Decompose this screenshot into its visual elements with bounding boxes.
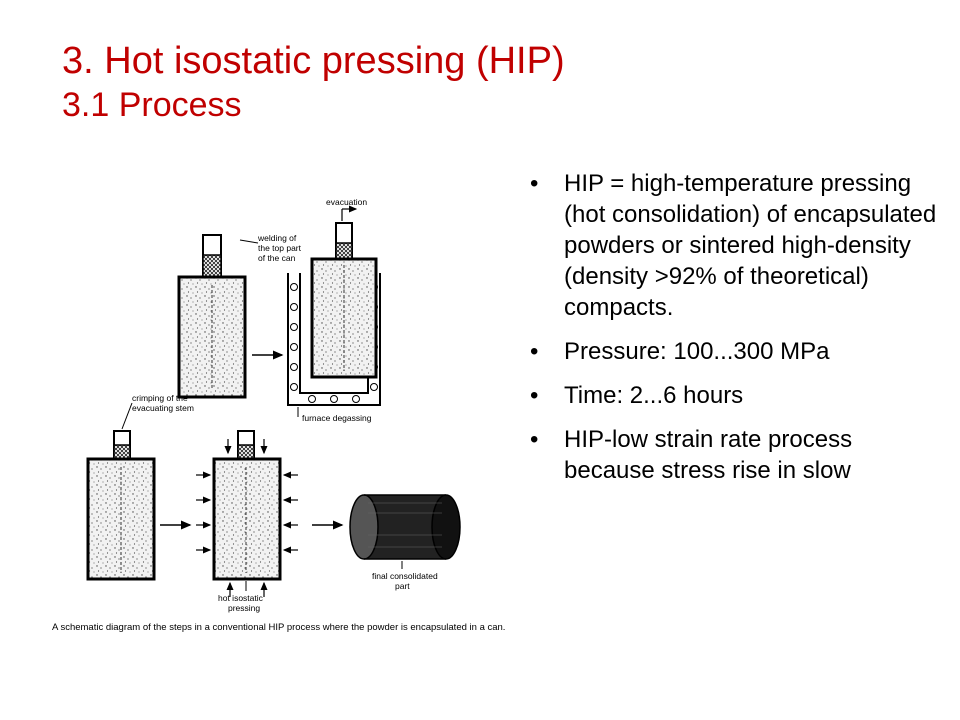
bullet-text: HIP-low strain rate process because stress rise in slow — [564, 426, 853, 484]
slide-title: 3. Hot isostatic pressing (HIP) — [62, 40, 565, 82]
label-evacuation: evacuation — [326, 197, 368, 207]
bullet-dot: • — [530, 382, 539, 409]
label-welding-2: the top part — [258, 243, 302, 253]
slide-subtitle: 3.1 Process — [62, 86, 242, 124]
bullet-text: Time: 2...6 hours — [564, 382, 744, 409]
bullet-dot: • — [530, 338, 539, 365]
bullet-item — [530, 424, 940, 486]
can-top-left — [179, 235, 245, 397]
figure-caption: A schematic diagram of the steps in a conventional HIP process where the powder is encapsulated in a can. — [52, 622, 506, 633]
hip-diagram-svg — [50, 195, 510, 625]
final-part-cylinder — [350, 495, 460, 559]
label-final-2: part — [395, 581, 410, 591]
bullet-item — [530, 168, 940, 323]
bullet-text: Pressure: 100...300 MPa — [564, 338, 830, 365]
bullet-item — [530, 380, 940, 411]
bullet-item — [530, 336, 940, 367]
can-hip — [196, 431, 298, 597]
bullet-dot: • — [530, 426, 539, 453]
bullet-text: HIP = high-temperature pressing (hot consolidation) of encapsulated powders or sintered high-density (density >92% of theoretical) compacts. — [564, 170, 937, 321]
hip-process-diagram — [50, 195, 510, 625]
furnace-degassing — [288, 223, 380, 405]
bullet-list — [530, 168, 940, 499]
label-welding-1: welding of — [258, 233, 297, 243]
label-final-1: final consolidated — [372, 571, 438, 581]
label-hip-2: pressing — [228, 603, 261, 613]
title-block — [62, 38, 565, 126]
can-crimping — [88, 431, 154, 579]
bullet-dot: • — [530, 170, 539, 197]
label-crimping-2: evacuating stem — [132, 403, 194, 413]
label-furnace: furnace degassing — [302, 413, 372, 423]
label-hip-1: hot isostatic — [218, 593, 263, 603]
label-crimping-1: crimping of the — [132, 393, 188, 403]
label-welding-3: of the can — [258, 253, 296, 263]
